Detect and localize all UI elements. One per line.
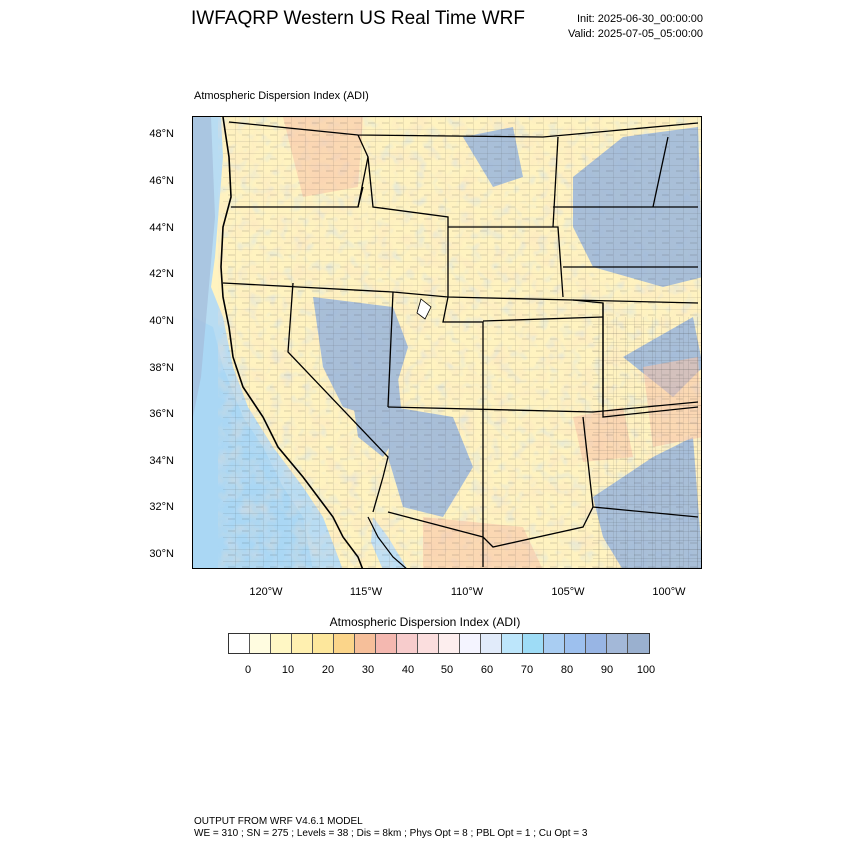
colorbar-swatch bbox=[565, 634, 586, 653]
map-subtitle: Atmospheric Dispersion Index (ADI) bbox=[194, 90, 369, 102]
model-info-line1: OUTPUT FROM WRF V4.6.1 MODEL bbox=[194, 816, 363, 827]
chart-title: IWFAQRP Western US Real Time WRF bbox=[191, 8, 525, 29]
colorbar-label: 20 bbox=[321, 664, 335, 676]
lat-label: 44°N bbox=[149, 222, 174, 234]
run-times bbox=[568, 12, 703, 42]
colorbar-swatch bbox=[334, 634, 355, 653]
colorbar bbox=[228, 633, 650, 654]
lon-label: 105°W bbox=[551, 586, 585, 598]
colorbar-title: Atmospheric Dispersion Index (ADI) bbox=[329, 615, 521, 629]
lat-label: 40°N bbox=[149, 315, 174, 327]
colorbar-swatch bbox=[628, 634, 649, 653]
colorbar-label: 50 bbox=[440, 664, 454, 676]
colorbar-label: 0 bbox=[244, 664, 252, 676]
lat-label: 38°N bbox=[149, 362, 174, 374]
valid-time: Valid: 2025-07-05_05:00:00 bbox=[568, 28, 703, 40]
colorbar-label: 80 bbox=[560, 664, 574, 676]
colorbar-swatch bbox=[397, 634, 418, 653]
map-canvas bbox=[193, 117, 702, 569]
colorbar-label: 100 bbox=[636, 664, 656, 676]
colorbar-label: 10 bbox=[281, 664, 295, 676]
lat-label: 34°N bbox=[149, 455, 174, 467]
colorbar-swatch bbox=[376, 634, 397, 653]
colorbar-swatch bbox=[586, 634, 607, 653]
colorbar-swatch bbox=[481, 634, 502, 653]
lon-label: 110°W bbox=[450, 586, 484, 598]
model-info bbox=[194, 816, 587, 840]
colorbar-swatch bbox=[523, 634, 544, 653]
lat-label: 30°N bbox=[149, 548, 174, 560]
colorbar-swatch bbox=[439, 634, 460, 653]
init-time: Init: 2025-06-30_00:00:00 bbox=[577, 13, 703, 25]
colorbar-swatch bbox=[250, 634, 271, 653]
lat-label: 42°N bbox=[149, 268, 174, 280]
colorbar-swatch bbox=[271, 634, 292, 653]
colorbar-label: 90 bbox=[600, 664, 614, 676]
colorbar-label: 60 bbox=[480, 664, 494, 676]
lat-label: 36°N bbox=[149, 408, 174, 420]
colorbar-swatch bbox=[313, 634, 334, 653]
lat-label: 46°N bbox=[149, 175, 174, 187]
colorbar-swatch bbox=[355, 634, 376, 653]
lat-label: 32°N bbox=[149, 501, 174, 513]
colorbar-label: 70 bbox=[520, 664, 534, 676]
colorbar-swatch bbox=[502, 634, 523, 653]
colorbar-swatch bbox=[460, 634, 481, 653]
lat-label: 48°N bbox=[149, 128, 174, 140]
model-info-line2: WE = 310 ; SN = 275 ; Levels = 38 ; Dis = 8km ; Phys Opt = 8 ; PBL Opt = 1 ; Cu Opt = 3 bbox=[194, 828, 588, 839]
colorbar-swatch bbox=[607, 634, 628, 653]
colorbar-swatch bbox=[418, 634, 439, 653]
lon-label: 120°W bbox=[249, 586, 283, 598]
adi-map bbox=[192, 116, 702, 569]
colorbar-swatch bbox=[292, 634, 313, 653]
colorbar-label: 40 bbox=[401, 664, 415, 676]
colorbar-swatch bbox=[229, 634, 250, 653]
colorbar-swatch bbox=[544, 634, 565, 653]
colorbar-label: 30 bbox=[361, 664, 375, 676]
lon-label: 100°W bbox=[652, 586, 686, 598]
lon-label: 115°W bbox=[349, 586, 383, 598]
